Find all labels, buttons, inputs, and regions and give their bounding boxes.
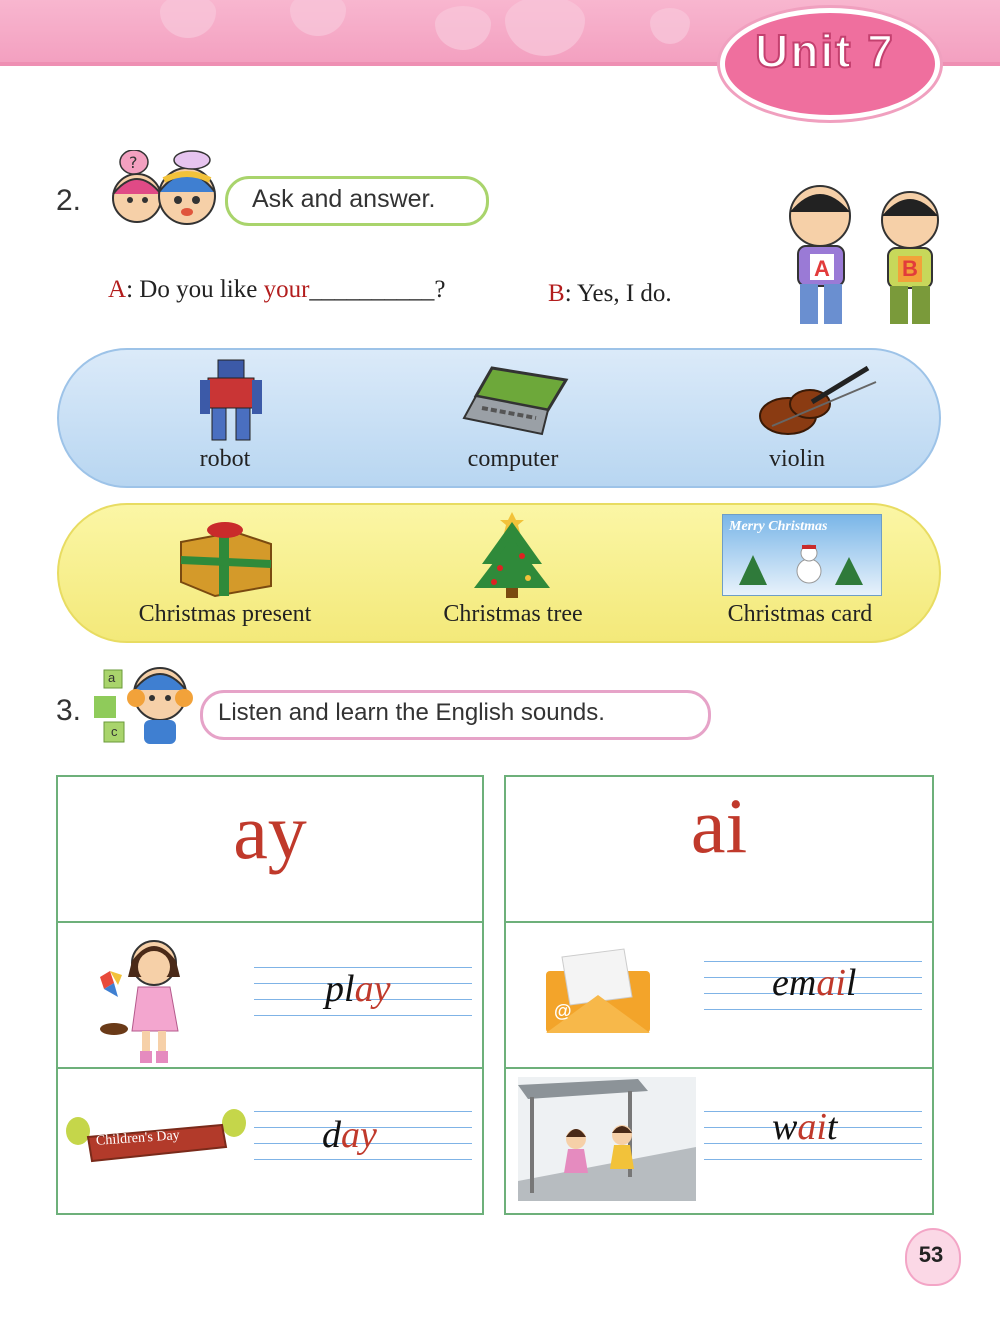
dialogue-b-text: : Yes, I do. [564, 280, 672, 307]
item-label: computer [467, 446, 559, 472]
word-prefix: pl [325, 968, 355, 1010]
section-number: 2. [56, 184, 82, 217]
speaker-a-label: A [108, 276, 127, 303]
item-label: Christmas card [727, 601, 873, 627]
letter-a: a [108, 670, 116, 685]
item-label: violin [768, 446, 825, 472]
dialogue-a [108, 276, 446, 304]
word-suffix: t [826, 1106, 838, 1148]
sound-heading: ay [233, 788, 307, 875]
word-suffix: l [845, 962, 857, 1004]
christmas-card-picture [722, 514, 882, 596]
dialogue-a-blank: __________? [309, 276, 446, 303]
item-label: Christmas tree [443, 601, 583, 627]
section-title: Listen and learn the English sounds. [218, 699, 605, 726]
example-word-email [772, 961, 856, 1005]
speaker-b-label: B [548, 280, 565, 307]
divider [58, 921, 482, 923]
kids-illustration [770, 176, 960, 336]
word-highlight: ay [354, 968, 391, 1010]
item-label: Christmas present [138, 601, 312, 627]
word-highlight: ay [341, 1114, 377, 1156]
example-word-day [322, 1113, 377, 1157]
kid-b-shirt-label: B [902, 256, 918, 281]
gift-icon [175, 516, 275, 598]
svg-text:?: ? [129, 153, 138, 172]
card-caption: Merry Christmas [729, 519, 828, 534]
bus-stop-picture [518, 1077, 696, 1201]
unit-title: Unit 7 [755, 25, 895, 77]
divider [506, 921, 932, 923]
sound-heading: ai [690, 782, 748, 869]
example-word-wait [772, 1105, 837, 1149]
section-title: Ask and answer. [252, 185, 436, 213]
violin-icon [752, 360, 882, 440]
word-prefix: d [322, 1114, 341, 1156]
talking-kids-icon [92, 150, 242, 230]
at-symbol: @ [554, 1001, 572, 1021]
laptop-icon [462, 362, 572, 442]
item-label: robot [199, 446, 251, 472]
divider [58, 1067, 482, 1069]
page-number: 53 [918, 1242, 944, 1267]
email-envelope-icon [544, 947, 654, 1037]
divider [506, 1067, 932, 1069]
robot-icon [196, 356, 266, 442]
girl-playing-picture [92, 927, 202, 1067]
dialogue-a-text: : Do you like [126, 276, 264, 303]
example-word-play [325, 967, 390, 1011]
christmas-tree-icon [470, 508, 555, 600]
word-highlight: ai [816, 962, 846, 1004]
banner-text: Children's Day [95, 1128, 181, 1149]
childrens-day-banner [62, 1107, 252, 1167]
word-highlight: ai [797, 1106, 827, 1148]
word-prefix: em [772, 962, 817, 1004]
word-prefix: w [772, 1106, 798, 1148]
sound-table-ay [56, 775, 484, 1215]
letter-c: c [111, 724, 118, 739]
dialogue-a-highlight: your [263, 276, 310, 303]
sound-table-ai [504, 775, 934, 1215]
kid-a-shirt-label: A [814, 256, 830, 281]
section-number: 3. [56, 694, 82, 727]
dialogue-b [548, 280, 672, 308]
